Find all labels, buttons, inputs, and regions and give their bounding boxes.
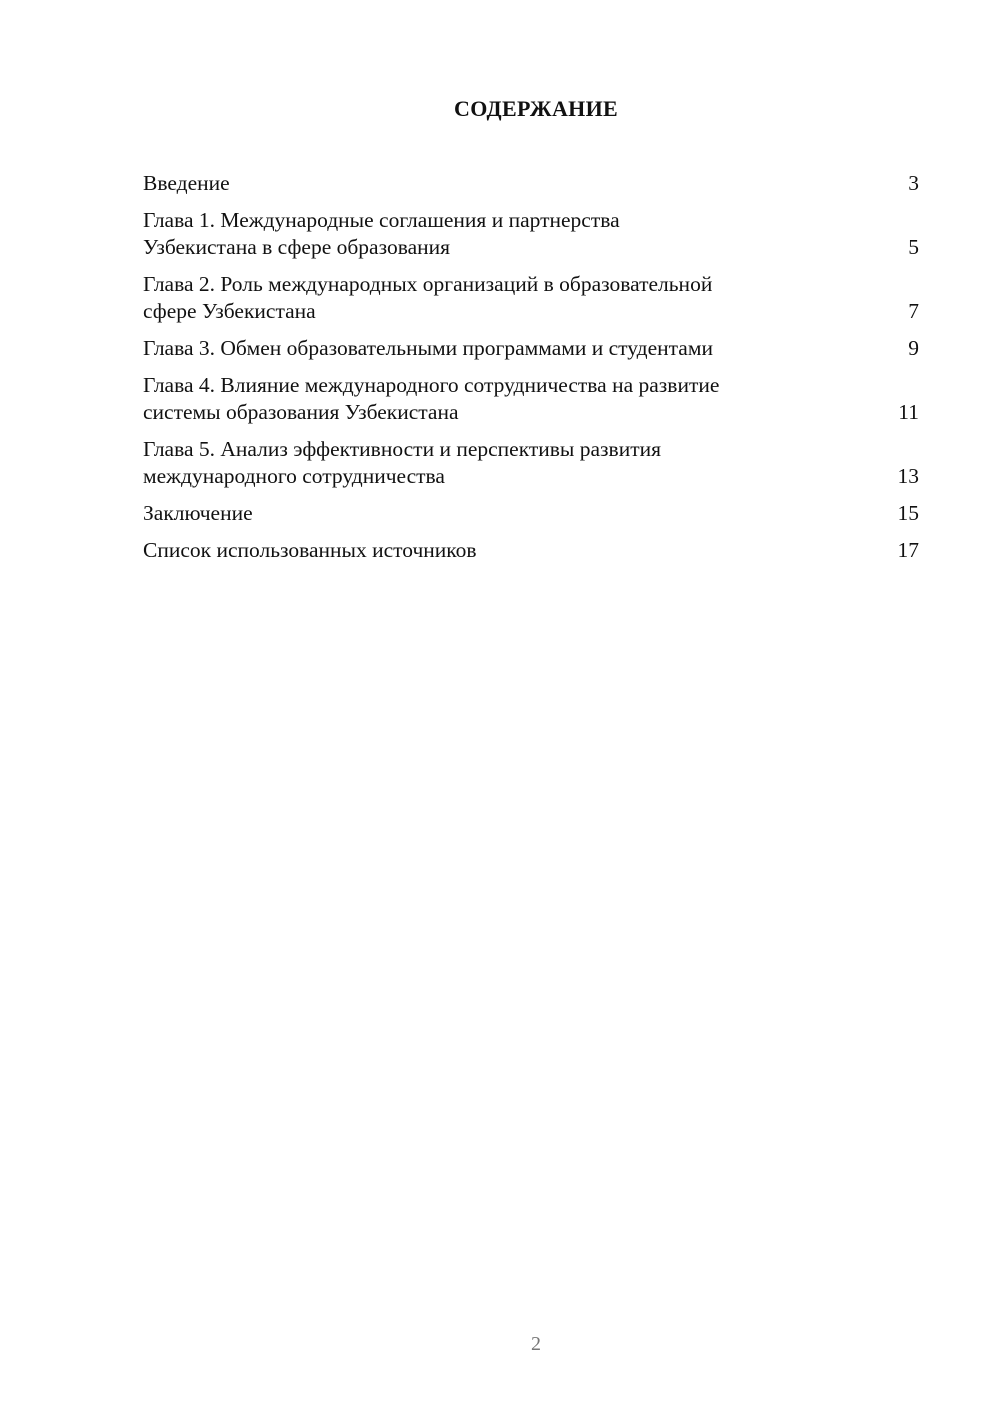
toc-entry-title [143,335,713,362]
page-number: 2 [531,1333,541,1355]
toc-entry-line: Заключение [143,501,253,525]
toc-entry-title [143,372,719,426]
toc-entry-chapter-2 [143,271,919,325]
toc-entry-line: Глава 1. Международные соглашения и партнерства [143,208,620,232]
toc-entry-chapter-3 [143,335,919,362]
toc-entry-title [143,537,477,564]
toc-entry-title [143,500,253,527]
toc-entry-line: международного сотрудничества [143,464,445,488]
toc-entry-chapter-4 [143,372,919,426]
toc-entry-line: Глава 5. Анализ эффективности и перспективы развития [143,437,661,461]
table-of-contents [143,170,919,574]
toc-entry-line: системы образования Узбекистана [143,400,459,424]
toc-entry-references [143,537,919,564]
toc-entry-introduction [143,170,919,197]
toc-entry-page: 11 [898,400,919,424]
toc-entry-page: 7 [908,299,919,323]
toc-entry-line: Глава 2. Роль международных организаций в образовательной [143,272,713,296]
toc-entry-chapter-1 [143,207,919,261]
toc-entry-chapter-5 [143,436,919,490]
toc-entry-title [143,207,620,261]
toc-entry-line: Глава 4. Влияние международного сотрудничества на развитие [143,373,720,397]
toc-entry-line: сфере Узбекистана [143,299,316,323]
toc-entry-line: Список использованных источников [143,538,477,562]
toc-entry-title [143,170,230,197]
toc-entry-line: Введение [143,171,230,195]
toc-entry-page: 17 [897,538,919,562]
toc-entry-title [143,271,712,325]
toc-entry-conclusion [143,500,919,527]
toc-entry-line: Узбекистана в сфере образования [143,235,451,259]
toc-entry-page: 13 [897,464,919,488]
toc-entry-page: 5 [908,235,919,259]
toc-entry-page: 15 [897,501,919,525]
toc-entry-line: Глава 3. Обмен образовательными программами и студентами [143,336,713,360]
toc-entry-page: 3 [908,171,919,195]
page-title: СОДЕРЖАНИЕ [454,96,618,121]
toc-entry-page: 9 [908,336,919,360]
toc-entry-title [143,436,661,490]
